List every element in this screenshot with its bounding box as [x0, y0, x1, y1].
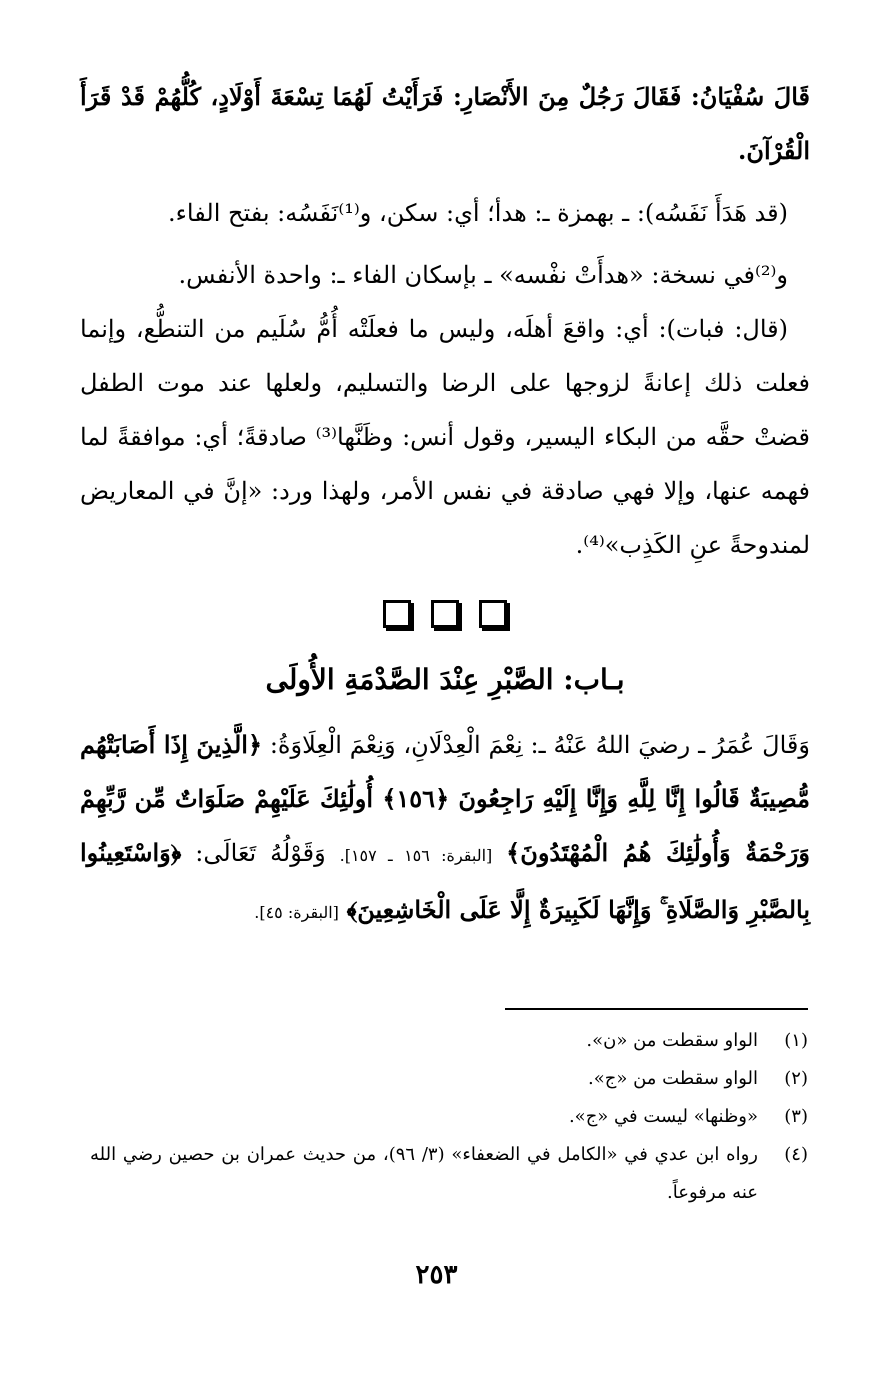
ayah-2: ﴿وَاسْتَعِينُوا بِالصَّبْرِ وَالصَّلَاةِ ۚ وَإِنَّهَا لَكَبِيرَةٌ إِلَّا عَلَى الْخَاشِعِينَ﴾ [80, 838, 810, 924]
quote-mid: وَقَوْلُهُ تَعَالَى: [195, 839, 326, 867]
main-text [80, 70, 810, 940]
footnote-number: (٣) [784, 1106, 808, 1127]
footnote-text: الواو سقطت من «ج». [588, 1068, 758, 1089]
commentary-paragraph-1: (قد هَدَأَ نَفَسُه): ـ بهمزة ـ: هدأ؛ أي: سكن، و⁽¹⁾نَفَسُه: بفتح الفاء. [168, 199, 788, 227]
footnote-item [90, 1098, 808, 1136]
footnote-item [90, 1060, 808, 1098]
footnote-number: (٢) [784, 1068, 808, 1089]
ayah-2-reference: [البقرة: ٤٥]. [254, 903, 339, 922]
commentary-paragraph-2: و⁽²⁾في نسخة: «هدأَتْ نفْسه» ـ بإسكان الفاء ـ: واحدة الأنفس. [178, 261, 788, 289]
hadith-paragraph: قَالَ سُفْيَانُ: فَقَالَ رَجُلٌ مِنَ الأَنْصَارِ: فَرَأَيْتُ لَهُمَا تِسْعَةَ أَوْلَادٍ، كُلُّهُمْ قَدْ قَرَأَ الْقُرْآنَ. [80, 82, 810, 165]
footnote-number: (١) [784, 1030, 808, 1051]
commentary-paragraph-3: (قال: فبات): أي: واقعَ أهلَه، وليس ما فعلَتْه أُمُّ سُلَيم من التنطُّع، وإنما فعلت ذلك إعانةً لزوجها على الرضا والتسليم، ولعلها عند موت الطفل قضتْ حقَّه من البكاء اليسير، وقول أنس: وظَنَّها⁽³⁾ صادقةً؛ أي: موافقةً لما فهمه عنها، وإلا فهي صادقة في نفس الأمر، ولهذا ورد: «إنَّ في المعاريض لمندوحةً عنِ الكَذِب»⁽⁴⁾. [80, 315, 811, 559]
footnote-text: «وظنها» ليست في «ج». [568, 1106, 758, 1127]
page-number: ٢٥٣ [415, 1260, 458, 1290]
chapter-label: بـاب: [563, 663, 625, 696]
footnote-divider [505, 1008, 808, 1010]
chapter-heading [80, 650, 810, 710]
quote-paragraph [80, 718, 810, 940]
section-separator [80, 600, 810, 628]
chapter-title: الصَّبْرِ عِنْدَ الصَّدْمَةِ الأُولَى [265, 663, 554, 696]
footnote-number: (٤) [784, 1144, 808, 1165]
footnote-text: رواه ابن عدي في «الكامل في الضعفاء» (٣/ ٩٦)، من حديث عمران بن حصين رضي الله عنه مرفوعاً. [90, 1144, 758, 1203]
footnote-item [90, 1022, 808, 1060]
separator-square-icon [431, 600, 459, 628]
ayah-1: ﴿الَّذِينَ إِذَا أَصَابَتْهُم مُّصِيبَةٌ قَالُوا إِنَّا لِلَّهِ وَإِنَّا إِلَيْهِ رَاجِعُونَ ﴿١٥٦﴾ أُولَٰئِكَ عَلَيْهِمْ صَلَوَاتٌ مِّن رَّبِّهِمْ وَرَحْمَةٌ وَأُولَٰئِكَ هُمُ الْمُهْتَدُونَ﴾ [80, 730, 810, 867]
footnote-item [90, 1136, 808, 1212]
separator-square-icon [479, 600, 507, 628]
quote-intro: وَقَالَ عُمَرُ ـ رضيَ اللهُ عَنْهُ ـ: نِعْمَ الْعِدْلَانِ، وَنِعْمَ الْعِلَاوَةُ: [269, 731, 810, 759]
ayah-1-reference: [البقرة: ١٥٦ ـ ١٥٧]. [339, 846, 493, 865]
footnotes [90, 1022, 808, 1212]
footnote-text: الواو سقطت من «ن». [586, 1030, 758, 1051]
separator-square-icon [383, 600, 411, 628]
